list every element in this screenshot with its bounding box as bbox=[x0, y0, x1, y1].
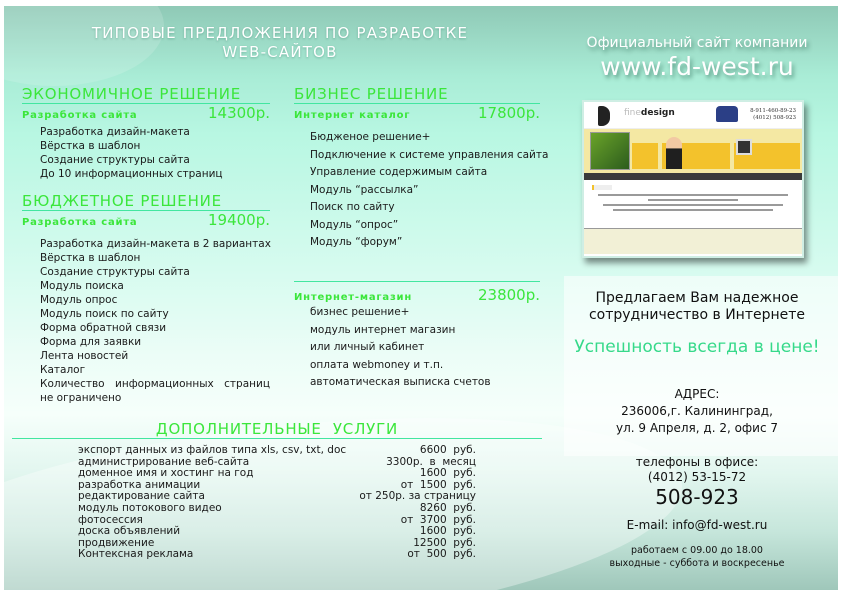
list-item: Модуль “форум” bbox=[310, 236, 403, 248]
office-phone-short: 508-923 bbox=[655, 485, 739, 509]
screenshot-header bbox=[584, 102, 802, 128]
list-item: Модуль поиск по сайту bbox=[40, 308, 169, 320]
text-line bbox=[603, 204, 783, 206]
service-name: модуль потокового видео bbox=[78, 501, 222, 514]
content-tag bbox=[592, 185, 612, 190]
table-row bbox=[78, 526, 476, 538]
list-item: Модуль опрос bbox=[40, 294, 118, 306]
list-item: Вёрстка в шаблон bbox=[40, 140, 141, 152]
list-item: автоматическая выписка счетов bbox=[310, 376, 491, 388]
website-screenshot bbox=[582, 100, 804, 258]
business-heading: БИЗНЕС РЕШЕНИЕ bbox=[294, 86, 540, 104]
screenshot-nav bbox=[584, 173, 802, 180]
official-site-url[interactable]: www.fd-west.ru bbox=[600, 52, 794, 81]
phones-label: телефоны в офисе: bbox=[635, 455, 759, 469]
budget-price: 19400р. bbox=[207, 211, 270, 229]
service-name: продвижение bbox=[78, 536, 155, 549]
service-name: фотосессия bbox=[78, 513, 143, 526]
person-image bbox=[666, 137, 682, 169]
service-price: от 500 руб. bbox=[407, 548, 476, 561]
economy-heading: ЭКОНОМИЧНОЕ РЕШЕНИЕ bbox=[22, 86, 270, 104]
budget-sub-row bbox=[22, 211, 270, 229]
shop-price: 23800р. bbox=[477, 286, 540, 304]
text-line bbox=[613, 209, 773, 211]
economy-list bbox=[40, 125, 223, 181]
screenshot-phone2: (4012) 508-923 bbox=[753, 115, 796, 121]
text-line bbox=[648, 199, 738, 201]
extras-heading-text: ДОПОЛНИТЕЛЬНЫЕ УСЛУГИ bbox=[155, 420, 399, 438]
budget-sub-label: Разработка сайта bbox=[22, 217, 138, 228]
screenshot-phone1: 8-911-460-89-23 bbox=[750, 108, 796, 114]
screenshot-phones bbox=[750, 108, 796, 122]
shop-list bbox=[310, 304, 491, 392]
service-price: 1600 руб. bbox=[419, 467, 476, 480]
email[interactable]: E-mail: info@fd-west.ru bbox=[626, 518, 768, 532]
text-line bbox=[598, 194, 788, 196]
list-item: модуль интернет магазин bbox=[310, 323, 456, 336]
list-item: Вёрстка в шаблон bbox=[40, 252, 141, 264]
banner-block bbox=[632, 143, 658, 169]
catalog-sub-row bbox=[294, 104, 540, 122]
divider bbox=[294, 281, 540, 282]
banner-image bbox=[590, 132, 630, 170]
days-off: выходные - суббота и воскресенье bbox=[609, 558, 785, 569]
list-item: Модуль “рассылка” bbox=[310, 183, 419, 196]
service-price: 3300р. в месяц bbox=[386, 455, 476, 468]
screenshot-content bbox=[584, 180, 802, 228]
service-name: администрирование веб-сайта bbox=[78, 455, 250, 468]
list-item: Лента новостей bbox=[40, 350, 129, 362]
list-item: Модуль поиска bbox=[40, 280, 124, 292]
address-line1: 236006,г. Калининград, bbox=[621, 404, 773, 418]
list-item: Бюдженое решение+ bbox=[310, 131, 431, 143]
service-price: 12500 руб. bbox=[413, 536, 476, 549]
economy-price: 14300р. bbox=[207, 104, 270, 122]
service-price: 8260 руб. bbox=[419, 501, 476, 514]
service-name: разработка анимации bbox=[78, 478, 201, 491]
list-item bbox=[40, 377, 270, 391]
budget-heading: БЮДЖЕТНОЕ РЕШЕНИЕ bbox=[22, 193, 270, 211]
offer-line2: сотрудничество в Интернете bbox=[588, 307, 806, 323]
list-item: Управление содержимым сайта bbox=[310, 166, 488, 178]
service-price: 6600 руб. bbox=[419, 444, 476, 456]
office-phone: (4012) 53-15-72 bbox=[647, 470, 747, 484]
page-title bbox=[40, 24, 520, 62]
screenshot-footer bbox=[584, 228, 802, 254]
list-item: Форма для заявки bbox=[40, 336, 142, 348]
table-row bbox=[78, 503, 476, 515]
list-item: Создание структуры сайта bbox=[40, 154, 190, 166]
screenshot-logo bbox=[624, 108, 675, 118]
official-site-block bbox=[560, 34, 834, 82]
contacts-block bbox=[560, 386, 834, 570]
telephone-icon bbox=[716, 106, 738, 122]
working-hours: работаем с 09.00 до 18.00 bbox=[631, 545, 763, 556]
table-row bbox=[78, 549, 476, 561]
service-name: доска объявлений bbox=[78, 525, 181, 538]
list-item-word: Количество bbox=[40, 378, 105, 390]
list-item: До 10 информационных страниц bbox=[40, 168, 223, 180]
monitor-icon bbox=[736, 139, 752, 155]
list-item-word: страниц bbox=[224, 378, 270, 390]
address-line2: ул. 9 Апреля, д. 2, офис 7 bbox=[615, 421, 779, 435]
page-title-line1: ТИПОВЫЕ ПРЕДЛОЖЕНИЯ ПО РАЗРАБОТКЕ bbox=[91, 24, 469, 42]
logo-dark-text: design bbox=[640, 108, 675, 118]
economy-sub-label: Разработка сайта bbox=[22, 110, 138, 121]
list-item: или личный кабинет bbox=[310, 341, 425, 353]
service-name: экспорт данных из файлов типа xls, csv, txt, doc bbox=[78, 444, 347, 456]
screenshot-banner bbox=[584, 128, 802, 173]
list-item: оплата webmoney и т.п. bbox=[310, 358, 444, 371]
extras-table bbox=[78, 445, 476, 561]
service-name: доменное имя и хостинг на год bbox=[78, 467, 254, 480]
list-item: бизнес решение+ bbox=[310, 306, 410, 318]
list-item: Разработка дизайн-макета в 2 вариантах bbox=[40, 238, 271, 250]
budget-list bbox=[40, 237, 271, 405]
service-price: от 1500 руб. bbox=[400, 478, 476, 491]
list-item: Поиск по сайту bbox=[310, 201, 395, 213]
logo-icon bbox=[598, 106, 610, 126]
list-item: Каталог bbox=[40, 364, 86, 376]
offer-text bbox=[560, 290, 834, 324]
table-row bbox=[78, 445, 476, 457]
service-price: от 3700 руб. bbox=[400, 513, 476, 526]
service-name: Контексная реклама bbox=[78, 548, 194, 561]
list-item: Разработка дизайн-макета bbox=[40, 126, 190, 138]
shop-sub-label: Интернет-магазин bbox=[294, 292, 413, 303]
list-item: Модуль “опрос” bbox=[310, 218, 399, 231]
shop-sub-row bbox=[294, 286, 540, 304]
catalog-list bbox=[310, 129, 548, 252]
address-label: АДРЕС: bbox=[674, 387, 720, 401]
list-item: Подключение к системе управления сайта bbox=[310, 148, 549, 161]
list-item-word: информационных bbox=[115, 378, 214, 390]
list-item: Создание структуры сайта bbox=[40, 266, 190, 278]
service-price: 1600 руб. bbox=[419, 525, 476, 538]
list-item: Форма обратной связи bbox=[40, 322, 167, 334]
catalog-sub-label: Интернет каталог bbox=[294, 110, 411, 121]
catalog-price: 17800р. bbox=[477, 104, 540, 122]
official-site-label: Официальный сайт компании bbox=[586, 35, 808, 51]
offer-line1: Предлагаем Вам надежное bbox=[595, 290, 799, 306]
service-name: редактирование сайта bbox=[78, 490, 205, 503]
extras-heading bbox=[12, 421, 542, 439]
logo-light-text: fine bbox=[624, 108, 641, 118]
service-price: от 250р. за страницу bbox=[359, 490, 476, 503]
page-title-line2: WEB-САЙТОВ bbox=[222, 43, 338, 61]
economy-sub-row bbox=[22, 104, 270, 122]
slogan: Успешность всегда в цене! bbox=[574, 337, 820, 357]
list-item: не ограничено bbox=[40, 392, 122, 404]
